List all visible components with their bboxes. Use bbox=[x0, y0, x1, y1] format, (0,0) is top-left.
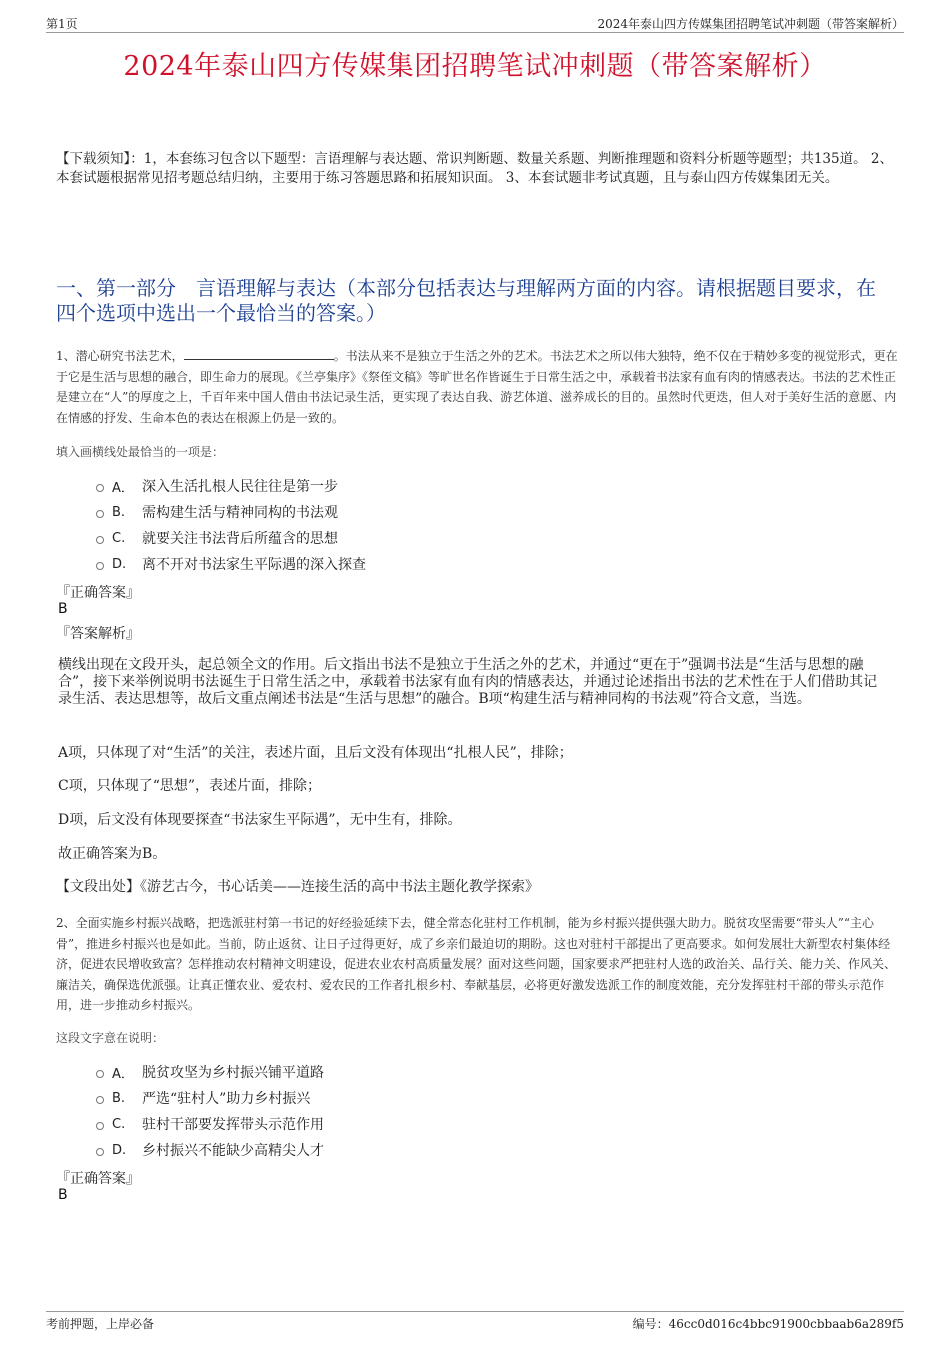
option-letter: A． bbox=[112, 480, 134, 496]
radio-icon[interactable] bbox=[96, 510, 104, 518]
option-a[interactable] bbox=[96, 1059, 324, 1085]
option-d[interactable] bbox=[96, 1137, 324, 1163]
question-1-options bbox=[96, 473, 366, 577]
option-text: 驻村干部要发挥带头示范作用 bbox=[142, 1117, 324, 1133]
question-2-prompt: 这段文字意在说明： bbox=[56, 1031, 165, 1045]
option-letter: D. bbox=[112, 556, 127, 572]
answer-value: B bbox=[58, 1187, 68, 1203]
option-b[interactable] bbox=[96, 499, 366, 525]
analysis-paragraph: 故正确答案为B。 bbox=[58, 846, 167, 862]
analysis-paragraph: A项，只体现了对“生活”的关注，表述片面，且后文没有体现出“扎根人民”，排除； bbox=[58, 745, 573, 761]
option-letter: D. bbox=[112, 1142, 127, 1158]
analysis-paragraph: D项，后文没有体现要探查“书法家生平际遇”，无中生有，排除。 bbox=[58, 812, 462, 828]
option-c[interactable] bbox=[96, 1111, 324, 1137]
option-text: 深入生活扎根人民往往是第一步 bbox=[142, 479, 338, 495]
option-text: 严选“驻村人”助力乡村振兴 bbox=[142, 1091, 311, 1107]
radio-icon[interactable] bbox=[96, 484, 104, 492]
download-notice: 【下载须知】：1，本套练习包含以下题型：言语理解与表达题、常识判断题、数量关系题、判断推理题和资料分析题等题型；共135道。 2、本套试题根据常见招考题总结归纳，主要用于练习答题思路和拓展知识面。 3、本套试题非考试真题，且与泰山四方传媒集团无关。 bbox=[56, 151, 893, 186]
option-letter: B. bbox=[112, 1090, 126, 1106]
answer-label: 『正确答案』 bbox=[56, 1171, 140, 1187]
page-footer bbox=[46, 1311, 904, 1330]
option-c[interactable] bbox=[96, 525, 366, 551]
radio-icon[interactable] bbox=[96, 1122, 104, 1130]
answer-label: 『正确答案』 bbox=[56, 585, 140, 601]
analysis-paragraph: C项，只体现了“思想”，表述片面，排除； bbox=[58, 778, 322, 794]
radio-icon[interactable] bbox=[96, 1148, 104, 1156]
question-1-body: 。书法从来不是独立于生活之外的艺术。书法艺术之所以伟大独特，绝不仅在于精妙多变的视觉形式，更在于它是生活与思想的融合，即生命力的展现。《兰亭集序》《祭侄文稿》等旷世名作皆诞生于日常生活之中，承载着书法家有血有肉的情感表达。书法的艺术性正是建立在“人”的厚度之上，千百年来中国人借由书法记录生活，更实现了表达自我、游艺体道、滋养成长的目的。虽然时代更迭，但人对于美好生活的意愿、内在情感的抒发、生命本色的表达在根源上仍是一致的。 bbox=[56, 349, 898, 425]
header-doc-title: 2024年泰山四方传媒集团招聘笔试冲刺题（带答案解析） bbox=[597, 17, 904, 31]
fill-blank bbox=[184, 347, 334, 360]
question-2-options bbox=[96, 1059, 324, 1163]
option-text: 需构建生活与精神同构的书法观 bbox=[142, 505, 338, 521]
question-1-text bbox=[56, 346, 900, 428]
page-header bbox=[46, 14, 904, 33]
radio-icon[interactable] bbox=[96, 562, 104, 570]
footer-slogan: 考前押题，上岸必备 bbox=[46, 1317, 155, 1331]
answer-value: B bbox=[58, 601, 68, 617]
option-d[interactable] bbox=[96, 551, 366, 577]
analysis-label: 『答案解析』 bbox=[56, 626, 140, 642]
option-a[interactable] bbox=[96, 473, 366, 499]
option-letter: A． bbox=[112, 1066, 134, 1082]
option-text: 就要关注书法背后所蕴含的思想 bbox=[142, 531, 338, 547]
question-1-prompt: 填入画横线处最恰当的一项是： bbox=[56, 445, 225, 459]
page-number: 第1页 bbox=[46, 17, 78, 31]
radio-icon[interactable] bbox=[96, 1070, 104, 1078]
option-b[interactable] bbox=[96, 1085, 324, 1111]
option-letter: C. bbox=[112, 1116, 126, 1132]
question-2-text: 2、全面实施乡村振兴战略，把选派驻村第一书记的好经验延续下去，健全常态化驻村工作机制，能为乡村振兴提供强大助力。脱贫攻坚需要“带头人”“主心骨”，推进乡村振兴也是如此。当前，防止返贫、让日子过得更好，成了乡亲们最迫切的期盼。这也对驻村干部提出了更高要求。如何发展壮大新型农村集体经济，促进农民增收致富？怎样推动农村精神文明建设，促进农业农村高质量发展？面对这些问题，国家要求严把驻村人选的政治关、品行关、能力关、作风关、廉洁关，确保选优派强。让真正懂农业、爱农村、爱农民的工作者扎根乡村、奉献基层，必将更好激发选派工作的制度效能，充分发挥驻村干部的带头示范作用，进一步推动乡村振兴。 bbox=[56, 916, 897, 1012]
passage-source: 【文段出处】《游艺古今，书心话美——连接生活的高中书法主题化教学探索》 bbox=[56, 879, 539, 895]
analysis-paragraph: 横线出现在文段开头，起总领全文的作用。后文指出书法不是独立于生活之外的艺术，并通过“更在于”强调书法是“生活与思想的融合”，接下来举例说明书法诞生于日常生活之中，承载着书法家有血有肉的情感表达，并通过论述指出书法的艺术性在于人们借助其记录生活、表达思想等，故后文重点阐述书法是“生活与思想”的融合。B项“构建生活与精神同构的书法观”符合文意，当选。 bbox=[58, 657, 878, 707]
radio-icon[interactable] bbox=[96, 536, 104, 544]
option-text: 乡村振兴不能缺少高精尖人才 bbox=[142, 1143, 324, 1159]
option-letter: C. bbox=[112, 530, 126, 546]
option-text: 离不开对书法家生平际遇的深入探查 bbox=[142, 557, 366, 573]
section-heading: 一、第一部分 言语理解与表达（本部分包括表达与理解两方面的内容。请根据题目要求，在四个选项中选出一个最恰当的答案。） bbox=[56, 276, 876, 325]
radio-icon[interactable] bbox=[96, 1096, 104, 1104]
question-1-lead: 1、潜心研究书法艺术， bbox=[56, 349, 184, 363]
option-text: 脱贫攻坚为乡村振兴铺平道路 bbox=[142, 1065, 324, 1081]
option-letter: B. bbox=[112, 504, 126, 520]
footer-doc-id: 编号：46cc0d016c4bbc91900cbbaab6a289f5 bbox=[632, 1317, 904, 1331]
document-title: 2024年泰山四方传媒集团招聘笔试冲刺题（带答案解析） bbox=[123, 51, 827, 82]
